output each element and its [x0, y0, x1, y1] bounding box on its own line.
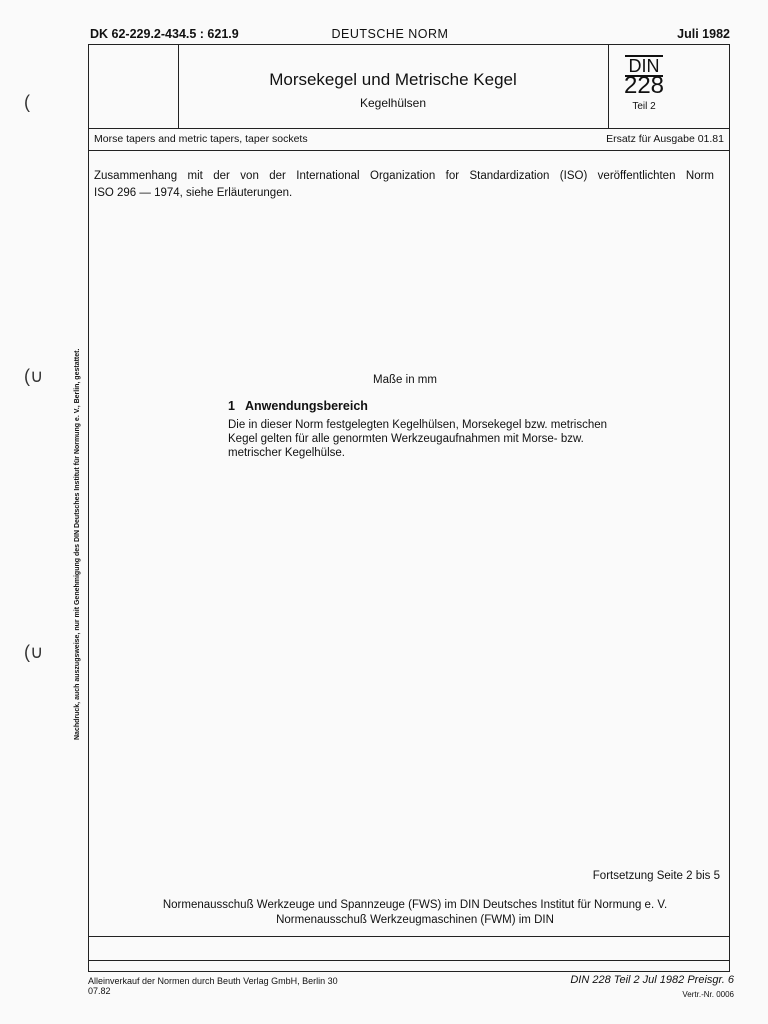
- info-row-rule: [88, 150, 730, 151]
- document-type: DEUTSCHE NORM: [331, 27, 449, 41]
- punch-hole-icon: (∪: [24, 366, 44, 386]
- section-1-line-2: Kegel gelten für alle genormten Werkzeugaufnahmen mit Morse- bzw.: [228, 433, 584, 445]
- section-1-title: Anwendungsbereich: [245, 399, 368, 413]
- dimensions-note: Maße in mm: [373, 374, 437, 386]
- replacement-note: Ersatz für Ausgabe 01.81: [606, 133, 724, 145]
- iso-note-line-1: Zusammenhang mit der von der International Organization for Standardization (ISO) veröffentlichten Norm: [94, 170, 714, 182]
- vertr-number: Vertr.-Nr. 0006: [682, 990, 734, 999]
- title-divider-right: [608, 44, 609, 128]
- document-title: Morsekegel und Metrische Kegel: [269, 70, 517, 89]
- iso-note-line-2: ISO 296 — 1974, siehe Erläuterungen.: [94, 187, 293, 199]
- footer-rule-lower: [88, 960, 730, 961]
- issue-date: Juli 1982: [677, 27, 730, 41]
- reprint-notice: Nachdruck, auch auszugsweise, nur mit Genehmigung des DIN Deutsches Institut für Normung e. V., Berlin, gestattet.: [74, 348, 81, 740]
- section-1-number: 1: [228, 399, 235, 413]
- dk-number: DK 62-229.2-434.5 : 621.9: [90, 27, 239, 41]
- din-number: 228: [623, 72, 665, 99]
- sales-note: Alleinverkauf der Normen durch Beuth Verlag GmbH, Berlin 30: [88, 976, 338, 986]
- section-1-line-1: Die in dieser Norm festgelegten Kegelhülsen, Morsekegel bzw. metrischen: [228, 419, 608, 431]
- document-subtitle: Kegelhülsen: [359, 96, 427, 110]
- english-title: Morse tapers and metric tapers, taper sockets: [94, 133, 308, 145]
- edition-code: 07.82: [88, 986, 111, 996]
- continuation-note: Fortsetzung Seite 2 bis 5: [592, 870, 720, 882]
- committee-line-2: Normenausschuß Werkzeugmaschinen (FWM) im DIN: [276, 914, 554, 926]
- committee-line-1: Normenausschuß Werkzeuge und Spannzeuge (FWS) im DIN Deutsches Institut für Normung e. V.: [162, 899, 668, 911]
- footer-rule-upper: [88, 936, 730, 937]
- din-part: Teil 2: [632, 101, 656, 112]
- section-1-line-3: metrischer Kegelhülse.: [228, 447, 345, 459]
- footer-reference: DIN 228 Teil 2 Jul 1982 Preisgr. 6: [570, 974, 734, 986]
- scan-mark-icon: (: [24, 92, 30, 112]
- punch-hole-icon: (∪: [24, 642, 44, 662]
- din-logo-text: DIN: [628, 56, 660, 76]
- title-block-rule: [88, 128, 730, 129]
